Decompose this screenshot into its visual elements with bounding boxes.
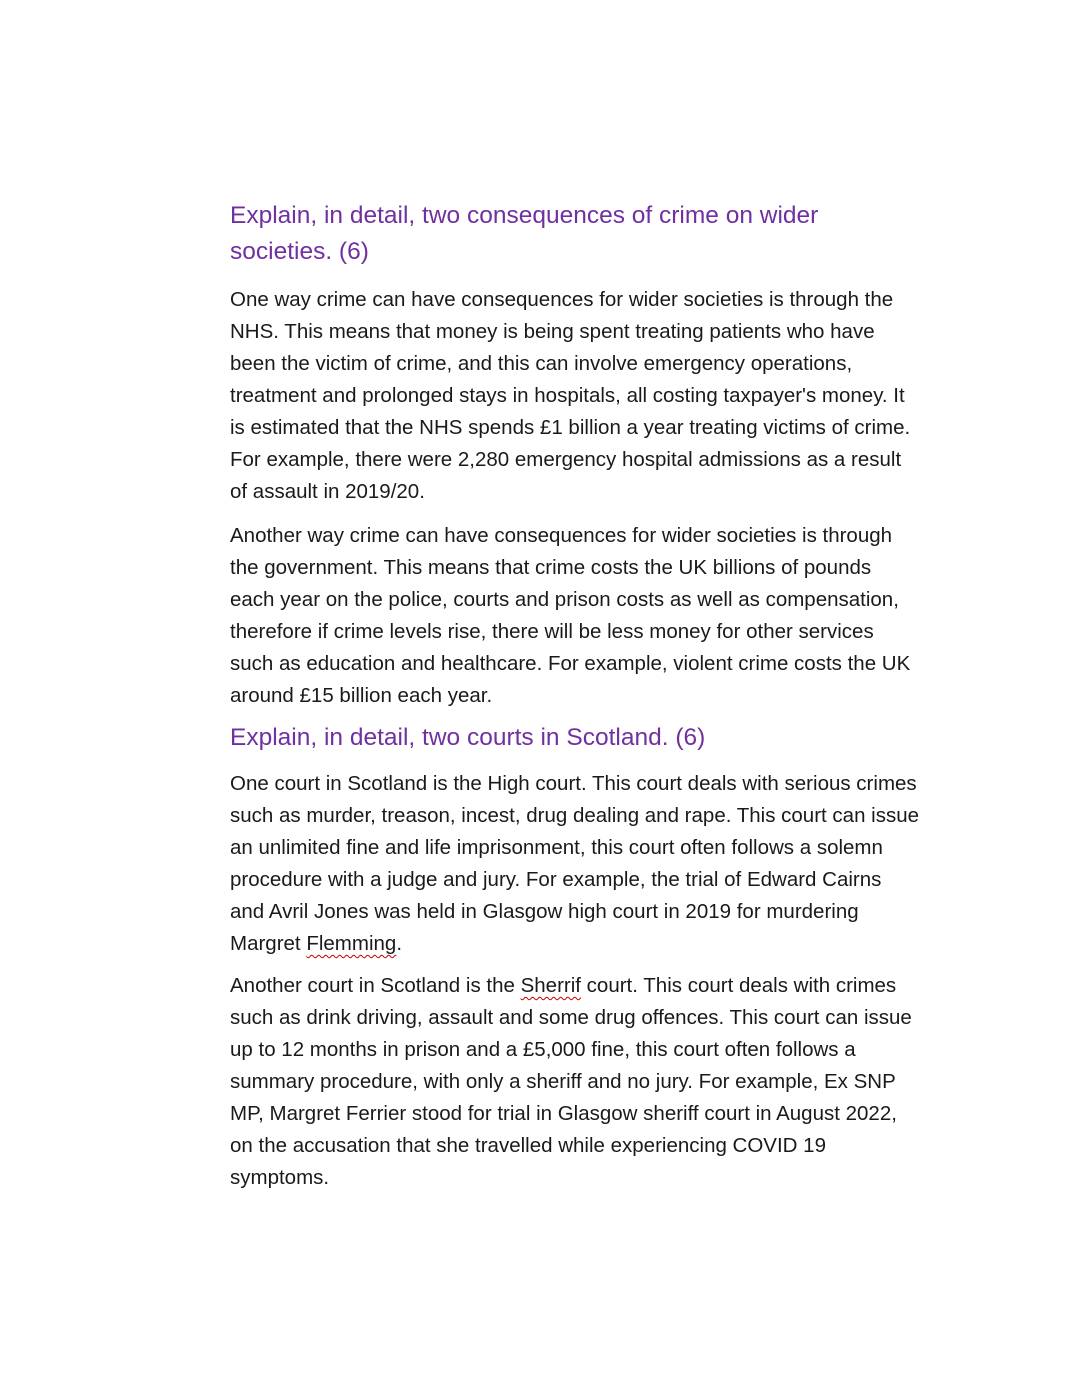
sheriff-court-text-start: Another court in Scotland is the <box>230 974 521 997</box>
answer-paragraph-nhs: One way crime can have consequences for wider societies is through the NHS. This means that money is being spent treating patients who have been the victim of crime, and this can involve emergency operations, treatment and prolonged stays in hospitals, all costing taxpayer's money. It is estimated that the NHS spends £1 billion a year treating victims of crime. For example, there were 2,280 emergency hospital admissions as a result of assault in 2019/20. <box>230 288 911 503</box>
misspelled-word-flemming[interactable]: Flemming <box>306 932 397 955</box>
answer-paragraph-high-court <box>230 768 920 960</box>
sheriff-court-text: court. This court deals with crimes such as drink driving, assault and some drug offences. This court can issue up to 12 months in prison and a £5,000 fine, this court often follows a summary procedure, with only a sheriff and no jury. For example, Ex SNP MP, Margret Ferrier stood for trial in Glasgow sheriff court in August 2022, on the accusation that she travelled while experiencing COVID 19 symptoms. <box>230 974 912 1189</box>
misspelled-word-sherrif[interactable]: Sherrif <box>520 974 581 997</box>
high-court-text: One court in Scotland is the High court. This court deals with serious crimes such as murder, treason, incest, drug dealing and rape. This court can issue an unlimited fine and life imprisonment, this court often follows a solemn procedure with a judge and jury. For example, the trial of Edward Cairns and Avril Jones was held in Glasgow high court in 2019 for murdering Margret <box>230 772 920 955</box>
document-body <box>230 198 930 1206</box>
answer-paragraph-sheriff-court <box>230 970 920 1194</box>
question-heading-consequences: Explain, in detail, two consequences of crime on wider societies. (6) <box>230 202 819 265</box>
answer-paragraph-government: Another way crime can have consequences for wider societies is through the government. This means that crime costs the UK billions of pounds each year on the police, courts and prison costs as well as compensation, therefore if crime levels rise, there will be less money for other services such as education and healthcare. For example, violent crime costs the UK around £15 billion each year. <box>230 524 911 707</box>
high-court-text-end: . <box>396 932 403 955</box>
question-heading-courts: Explain, in detail, two courts in Scotland. (6) <box>230 724 706 751</box>
